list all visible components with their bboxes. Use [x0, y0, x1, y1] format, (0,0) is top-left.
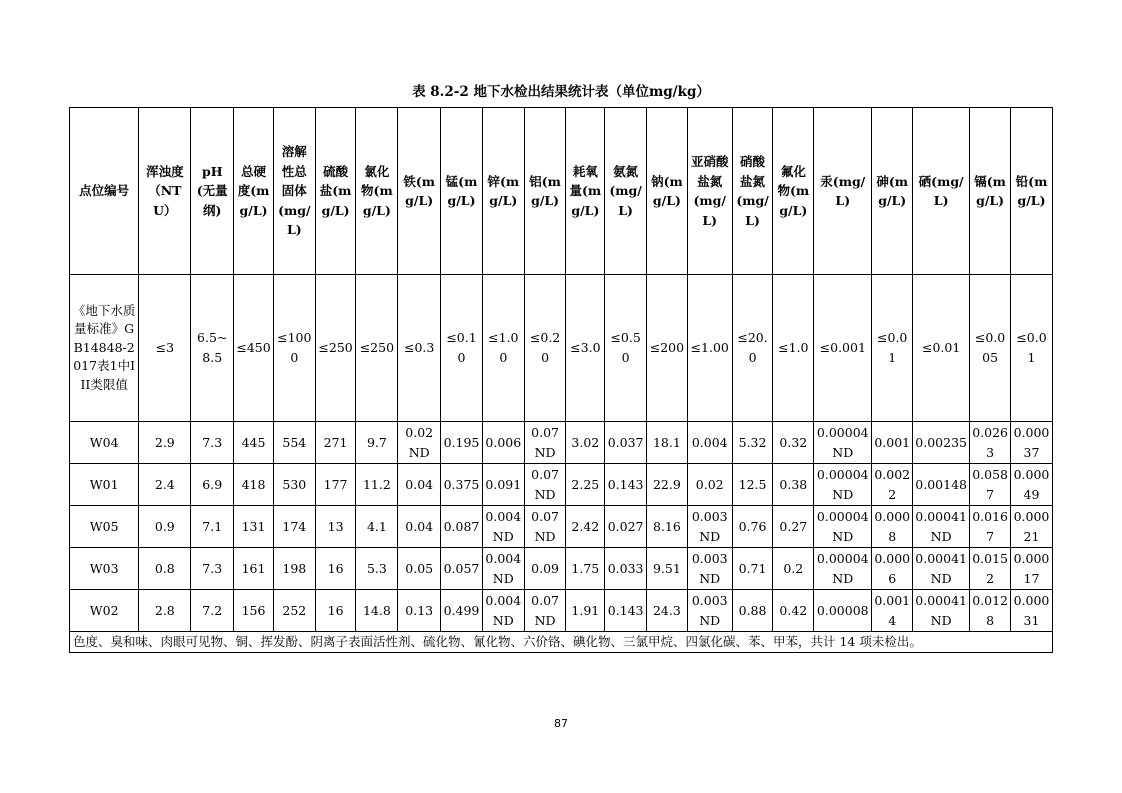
standard-limit-cell: ≤1000 — [273, 275, 315, 422]
column-header: 氨氮(mg/L) — [605, 108, 647, 275]
value-cell: 18.1 — [647, 422, 688, 464]
column-header: 溶解性总固体(mg/L) — [273, 108, 315, 275]
standard-limit-cell: ≤1.00 — [482, 275, 524, 422]
value-cell: 174 — [273, 506, 315, 548]
value-cell: 0.07ND — [524, 464, 566, 506]
value-cell: 161 — [234, 548, 274, 590]
value-cell: 0.00041ND — [913, 590, 970, 632]
table-row — [70, 464, 1053, 506]
standard-limit-cell: ≤3.0 — [566, 275, 605, 422]
value-cell: 0.003ND — [687, 590, 732, 632]
value-cell: 0.09 — [524, 548, 566, 590]
value-cell: 7.3 — [191, 422, 234, 464]
value-cell: 2.9 — [139, 422, 191, 464]
value-cell: 0.27 — [773, 506, 814, 548]
point-id-cell: W02 — [70, 590, 139, 632]
table-note: 色度、臭和味、肉眼可见物、铜、挥发酚、阴离子表面活性剂、硫化物、氰化物、六价铬、碘化物、三氯甲烷、四氯化碳、苯、甲苯，共计 14 项未检出。 — [70, 632, 1053, 653]
column-header: 浑浊度（NTU） — [139, 108, 191, 275]
value-cell: 2.4 — [139, 464, 191, 506]
value-cell: 0.04 — [398, 506, 441, 548]
standard-limit-cell: 6.5~8.5 — [191, 275, 234, 422]
value-cell: 0.004ND — [482, 506, 524, 548]
value-cell: 530 — [273, 464, 315, 506]
column-header: 总硬度(mg/L) — [234, 108, 274, 275]
value-cell: 14.8 — [356, 590, 398, 632]
value-cell: 0.02ND — [398, 422, 441, 464]
column-header: 钠(mg/L) — [647, 108, 688, 275]
standard-limit-cell: ≤450 — [234, 275, 274, 422]
column-header: 氟化物(mg/L) — [773, 108, 814, 275]
value-cell: 2.25 — [566, 464, 605, 506]
value-cell: 0.087 — [441, 506, 483, 548]
value-cell: 0.04 — [398, 464, 441, 506]
value-cell: 0.8 — [139, 548, 191, 590]
standard-limit-cell: ≤0.01 — [872, 275, 913, 422]
value-cell: 16 — [315, 548, 356, 590]
value-cell: 5.3 — [356, 548, 398, 590]
value-cell: 0.9 — [139, 506, 191, 548]
value-cell: 0.037 — [605, 422, 647, 464]
note-row — [70, 632, 1053, 653]
value-cell: 177 — [315, 464, 356, 506]
table-row — [70, 422, 1053, 464]
value-cell: 0.00235 — [913, 422, 970, 464]
page-number: 87 — [554, 717, 568, 730]
value-cell: 0.88 — [732, 590, 773, 632]
value-cell: 5.32 — [732, 422, 773, 464]
value-cell: 252 — [273, 590, 315, 632]
column-header: pH(无量纲) — [191, 108, 234, 275]
standard-limit-cell: ≤0.10 — [441, 275, 483, 422]
table-row — [70, 506, 1053, 548]
value-cell: 0.02 — [687, 464, 732, 506]
value-cell: 1.91 — [566, 590, 605, 632]
value-cell: 0.375 — [441, 464, 483, 506]
standard-limit-cell: ≤250 — [315, 275, 356, 422]
value-cell: 0.143 — [605, 590, 647, 632]
value-cell: 24.3 — [647, 590, 688, 632]
value-cell: 16 — [315, 590, 356, 632]
value-cell: 0.07ND — [524, 590, 566, 632]
value-cell: 0.38 — [773, 464, 814, 506]
value-cell: 271 — [315, 422, 356, 464]
value-cell: 0.00008 — [814, 590, 872, 632]
point-id-cell: W01 — [70, 464, 139, 506]
value-cell: 0.00031 — [1010, 590, 1052, 632]
value-cell: 0.76 — [732, 506, 773, 548]
value-cell: 0.0128 — [970, 590, 1011, 632]
value-cell: 0.42 — [773, 590, 814, 632]
value-cell: 0.00041ND — [913, 506, 970, 548]
value-cell: 0.00148 — [913, 464, 970, 506]
value-cell: 156 — [234, 590, 274, 632]
value-cell: 7.2 — [191, 590, 234, 632]
value-cell: 13 — [315, 506, 356, 548]
value-cell: 0.13 — [398, 590, 441, 632]
standard-limit-cell: ≤20.0 — [732, 275, 773, 422]
table-header-row — [70, 108, 1053, 275]
column-header: 锌(mg/L) — [482, 108, 524, 275]
value-cell: 7.1 — [191, 506, 234, 548]
point-id-cell: W04 — [70, 422, 139, 464]
value-cell: 9.51 — [647, 548, 688, 590]
column-header: 锰(mg/L) — [441, 108, 483, 275]
value-cell: 0.05 — [398, 548, 441, 590]
value-cell: 0.00004ND — [814, 464, 872, 506]
standard-limit-cell: ≤0.001 — [814, 275, 872, 422]
value-cell: 131 — [234, 506, 274, 548]
value-cell: 0.0587 — [970, 464, 1011, 506]
value-cell: 0.00037 — [1010, 422, 1052, 464]
column-header: 硝酸盐氮(mg/L) — [732, 108, 773, 275]
standard-limit-cell: ≤0.01 — [1010, 275, 1052, 422]
point-id-cell: W05 — [70, 506, 139, 548]
value-cell: 0.07ND — [524, 422, 566, 464]
table-row — [70, 590, 1053, 632]
value-cell: 0.0152 — [970, 548, 1011, 590]
value-cell: 0.07ND — [524, 506, 566, 548]
value-cell: 0.0006 — [872, 548, 913, 590]
value-cell: 0.004ND — [482, 590, 524, 632]
value-cell: 0.2 — [773, 548, 814, 590]
value-cell: 0.003ND — [687, 506, 732, 548]
value-cell: 0.499 — [441, 590, 483, 632]
value-cell: 0.143 — [605, 464, 647, 506]
value-cell: 0.027 — [605, 506, 647, 548]
value-cell: 6.9 — [191, 464, 234, 506]
column-header: 镉(mg/L) — [970, 108, 1011, 275]
groundwater-results-table — [69, 107, 1053, 653]
standard-limit-cell: ≤0.20 — [524, 275, 566, 422]
value-cell: 0.00041ND — [913, 548, 970, 590]
value-cell: 0.0022 — [872, 464, 913, 506]
value-cell: 198 — [273, 548, 315, 590]
standard-limit-row — [70, 275, 1053, 422]
value-cell: 12.5 — [732, 464, 773, 506]
column-header: 铝(mg/L) — [524, 108, 566, 275]
value-cell: 0.00021 — [1010, 506, 1052, 548]
column-header: 铅(mg/L) — [1010, 108, 1052, 275]
value-cell: 2.8 — [139, 590, 191, 632]
table-title: 表 8.2-2 地下水检出结果统计表（单位mg/kg） — [412, 84, 710, 100]
value-cell: 0.00004ND — [814, 422, 872, 464]
standard-limit-cell: ≤0.50 — [605, 275, 647, 422]
point-id-cell: W03 — [70, 548, 139, 590]
standard-limit-cell: ≤1.0 — [773, 275, 814, 422]
column-header: 砷(mg/L) — [872, 108, 913, 275]
value-cell: 0.006 — [482, 422, 524, 464]
value-cell: 0.091 — [482, 464, 524, 506]
value-cell: 554 — [273, 422, 315, 464]
value-cell: 1.75 — [566, 548, 605, 590]
value-cell: 0.001 — [872, 422, 913, 464]
column-header: 汞(mg/L) — [814, 108, 872, 275]
standard-limit-cell: ≤0.01 — [913, 275, 970, 422]
standard-limit-cell: ≤200 — [647, 275, 688, 422]
value-cell: 0.004ND — [482, 548, 524, 590]
standard-name-cell: 《地下水质量标准》GB14848-2017表1中III类限值 — [70, 275, 139, 422]
value-cell: 0.033 — [605, 548, 647, 590]
value-cell: 7.3 — [191, 548, 234, 590]
value-cell: 0.71 — [732, 548, 773, 590]
column-header: 点位编号 — [70, 108, 139, 275]
value-cell: 418 — [234, 464, 274, 506]
column-header: 氯化物(mg/L) — [356, 108, 398, 275]
value-cell: 0.00017 — [1010, 548, 1052, 590]
value-cell: 3.02 — [566, 422, 605, 464]
value-cell: 9.7 — [356, 422, 398, 464]
value-cell: 0.003ND — [687, 548, 732, 590]
value-cell: 445 — [234, 422, 274, 464]
value-cell: 8.16 — [647, 506, 688, 548]
value-cell: 0.0167 — [970, 506, 1011, 548]
table-row — [70, 548, 1053, 590]
standard-limit-cell: ≤1.00 — [687, 275, 732, 422]
value-cell: 0.004 — [687, 422, 732, 464]
standard-limit-cell: ≤3 — [139, 275, 191, 422]
standard-limit-cell: ≤0.3 — [398, 275, 441, 422]
column-header: 硒(mg/L) — [913, 108, 970, 275]
value-cell: 0.00004ND — [814, 548, 872, 590]
value-cell: 0.00049 — [1010, 464, 1052, 506]
value-cell: 0.057 — [441, 548, 483, 590]
value-cell: 22.9 — [647, 464, 688, 506]
value-cell: 11.2 — [356, 464, 398, 506]
column-header: 硫酸盐(mg/L) — [315, 108, 356, 275]
value-cell: 2.42 — [566, 506, 605, 548]
value-cell: 0.195 — [441, 422, 483, 464]
value-cell: 0.32 — [773, 422, 814, 464]
column-header: 亚硝酸盐氮(mg/L) — [687, 108, 732, 275]
column-header: 耗氧量(mg/L) — [566, 108, 605, 275]
value-cell: 4.1 — [356, 506, 398, 548]
column-header: 铁(mg/L) — [398, 108, 441, 275]
value-cell: 0.0008 — [872, 506, 913, 548]
standard-limit-cell: ≤0.005 — [970, 275, 1011, 422]
standard-limit-cell: ≤250 — [356, 275, 398, 422]
value-cell: 0.0014 — [872, 590, 913, 632]
value-cell: 0.0263 — [970, 422, 1011, 464]
value-cell: 0.00004ND — [814, 506, 872, 548]
